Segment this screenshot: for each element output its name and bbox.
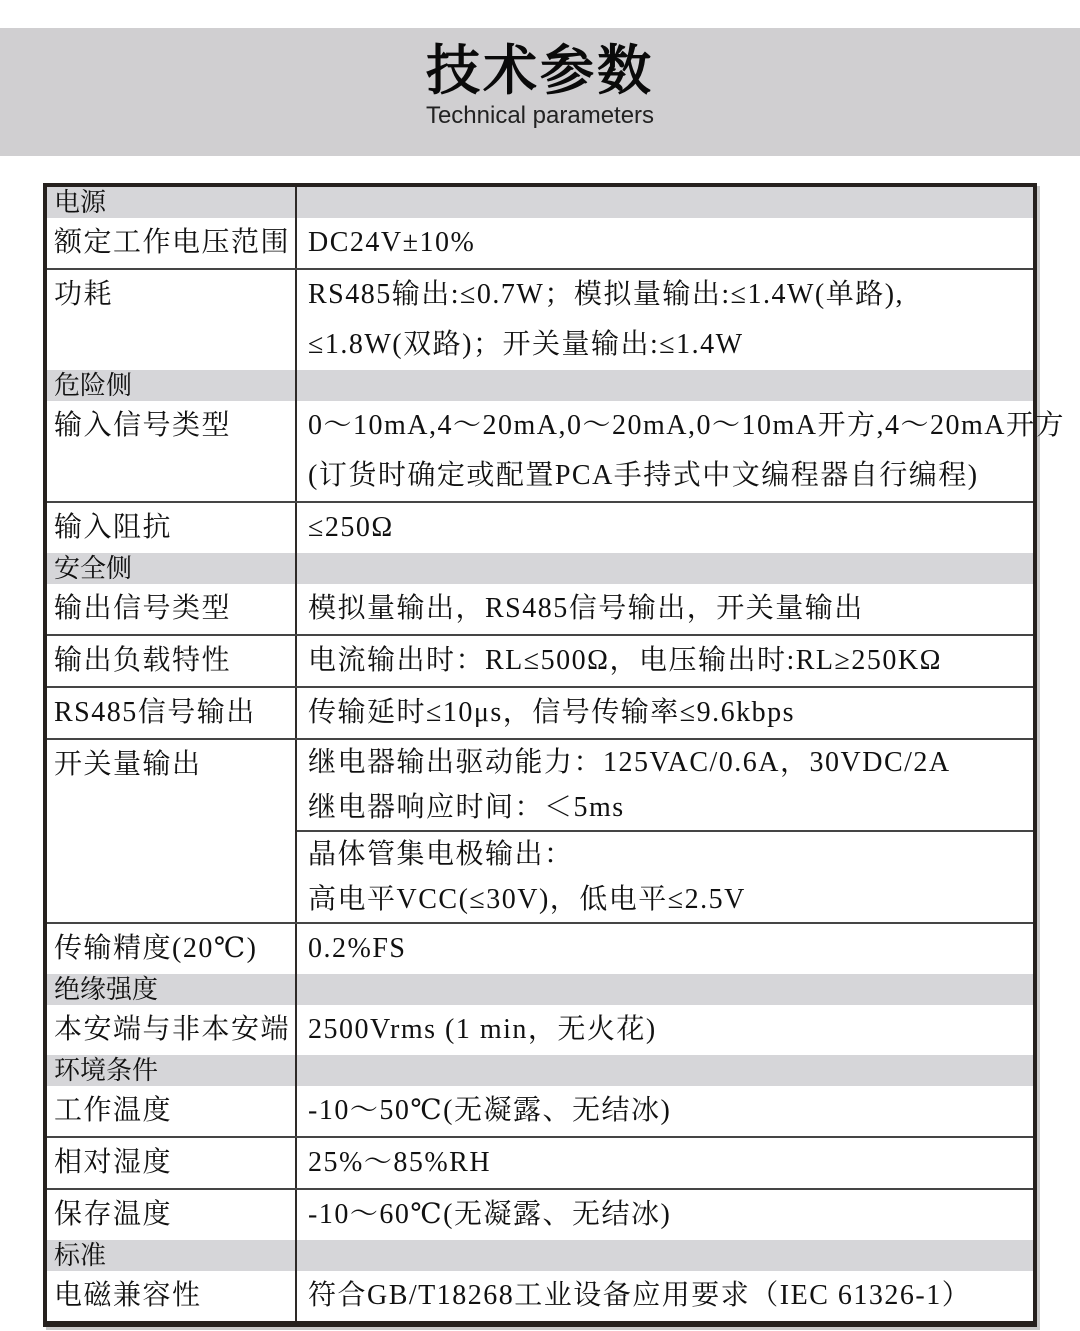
param-label-cell: 输入信号类型 [47, 401, 297, 501]
param-value-cell [297, 1005, 1033, 1055]
param-label-cell: 相对湿度 [47, 1138, 297, 1188]
value-line: 电流输出时：RL≤500Ω，电压输出时:RL≥250KΩ [308, 645, 942, 676]
value-line: ≤1.8W(双路)；开关量输出:≤1.4W [308, 329, 744, 360]
value-line: 传输延时≤10μs，信号传输率≤9.6kbps [308, 697, 796, 728]
param-label-cell: 输入阻抗 [47, 503, 297, 553]
section-label: 环境条件 [47, 1055, 297, 1086]
value-line: 晶体管集电极输出： [308, 839, 574, 870]
value-line: 0.2%FS [308, 933, 407, 964]
param-label-cell: 传输精度(20℃) [47, 924, 297, 974]
section-value-cell [297, 553, 1033, 584]
section-value-cell [297, 370, 1033, 401]
spec-table [43, 183, 1066, 1327]
value-line: RS485输出:≤0.7W；模拟量输出:≤1.4W(单路), [308, 279, 905, 310]
table-row [47, 922, 1033, 974]
param-value-cell [297, 1190, 1033, 1240]
section-label: 安全侧 [47, 553, 297, 584]
param-value-cell [297, 1271, 1033, 1321]
value-line: DC24V±10% [308, 227, 476, 258]
table-row [47, 1086, 1033, 1136]
param-value-cell [297, 688, 1033, 738]
table-row [47, 738, 1033, 922]
value-line: (订货时确定或配置PCA手持式中文编程器自行编程) [308, 460, 979, 491]
param-value-cell [297, 270, 1033, 370]
section-row [47, 1055, 1033, 1086]
section-label: 绝缘强度 [47, 974, 297, 1005]
value-line: 0～10mA,4～20mA,0～20mA,0～10mA开方,4～20mA开方 [308, 410, 1066, 441]
page-title: 技术参数 [426, 39, 654, 102]
section-label: 电源 [47, 187, 297, 218]
table-row [47, 1005, 1033, 1055]
param-value-cell [297, 924, 1033, 974]
table-row [47, 218, 1033, 268]
table-row [47, 268, 1033, 370]
value-line: 2500Vrms (1 min，无火花) [308, 1014, 657, 1045]
param-value-cell [297, 1138, 1033, 1188]
table-row [47, 1271, 1033, 1321]
value-block [297, 830, 1033, 922]
param-label-cell: 功耗 [47, 270, 297, 370]
section-row [47, 1240, 1033, 1271]
param-label-cell: 输出信号类型 [47, 584, 297, 634]
param-label-cell: 额定工作电压范围 [47, 218, 297, 268]
section-value-cell [297, 1055, 1033, 1086]
param-label-cell: 保存温度 [47, 1190, 297, 1240]
section-label: 危险侧 [47, 370, 297, 401]
param-value-cell [297, 218, 1033, 268]
section-row [47, 370, 1033, 401]
value-line: 模拟量输出，RS485信号输出，开关量输出 [308, 593, 864, 624]
table-row [47, 1136, 1033, 1188]
param-label-cell: 开关量输出 [47, 740, 297, 922]
param-value-cell [297, 584, 1033, 634]
value-line: -10～60℃(无凝露、无结冰) [308, 1199, 672, 1230]
param-value-cell [297, 636, 1033, 686]
param-value-cell [297, 401, 1066, 501]
param-label-cell: 工作温度 [47, 1086, 297, 1136]
section-value-cell [297, 187, 1033, 218]
section-value-cell [297, 1240, 1033, 1271]
value-line: 继电器响应时间：＜5ms [308, 792, 625, 823]
param-value-cell [297, 1086, 1033, 1136]
header-band [0, 28, 1080, 156]
table-row [47, 634, 1033, 686]
table-row [47, 501, 1033, 553]
value-line: 高电平VCC(≤30V)，低电平≤2.5V [308, 884, 746, 915]
section-row [47, 974, 1033, 1005]
param-value-cell [297, 503, 1033, 553]
value-line: 符合GB/T18268工业设备应用要求（IEC 61326-1） [308, 1280, 972, 1311]
section-label: 标准 [47, 1240, 297, 1271]
param-value-cell [297, 740, 1033, 922]
value-line: ≤250Ω [308, 512, 394, 543]
value-line: 25%～85%RH [308, 1147, 492, 1178]
param-label-cell: 电磁兼容性 [47, 1271, 297, 1321]
value-line: -10～50℃(无凝露、无结冰) [308, 1095, 672, 1126]
value-line: 继电器输出驱动能力：125VAC/0.6A，30VDC/2A [308, 747, 951, 778]
table-row [47, 686, 1033, 738]
table-row [47, 584, 1033, 634]
section-row [47, 553, 1033, 584]
table-row [47, 1188, 1033, 1240]
value-block [297, 740, 1033, 830]
section-row [47, 187, 1033, 218]
section-value-cell [297, 974, 1033, 1005]
page-subtitle: Technical parameters [425, 102, 655, 129]
param-label-cell: 本安端与非本安端 [47, 1005, 297, 1055]
param-label-cell: 输出负载特性 [47, 636, 297, 686]
param-label-cell: RS485信号输出 [47, 688, 297, 738]
table-row [47, 401, 1066, 501]
